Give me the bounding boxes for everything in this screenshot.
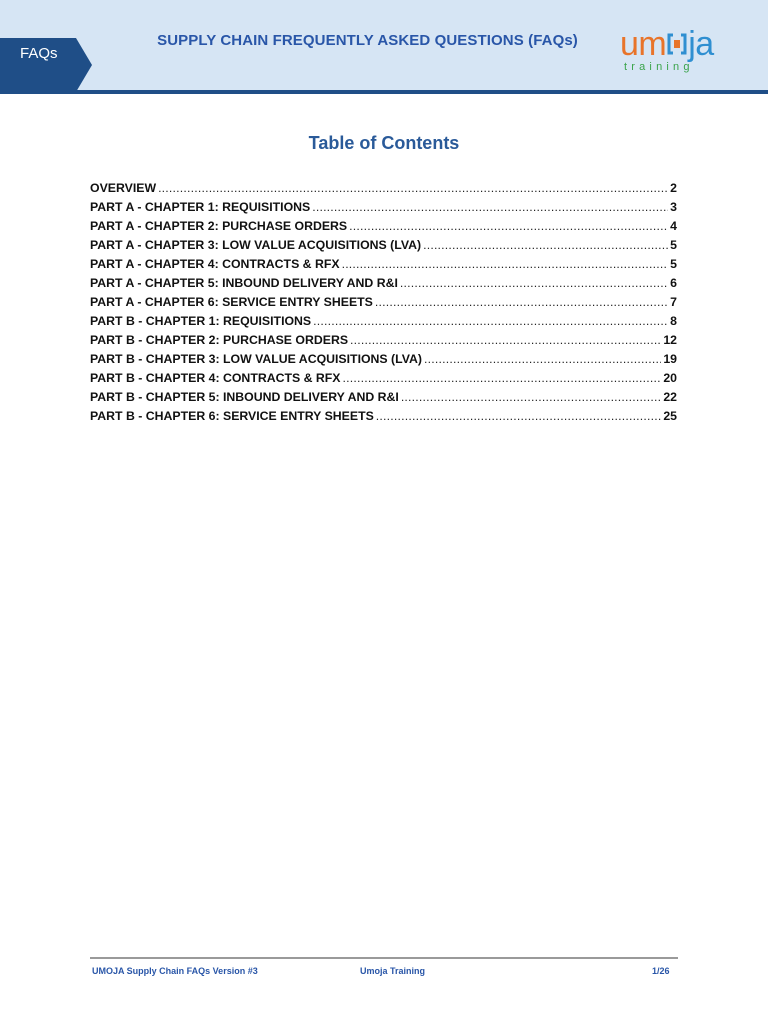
toc-entry-label: PART B - CHAPTER 5: INBOUND DELIVERY AND R&I xyxy=(90,390,399,404)
toc-entry-label: PART A - CHAPTER 1: REQUISITIONS xyxy=(90,200,311,214)
logo-word-right: ja xyxy=(688,25,714,63)
toc-entry[interactable] xyxy=(90,219,677,238)
logo-subtitle: training xyxy=(624,61,694,73)
toc-entry-page: 8 xyxy=(670,314,677,328)
toc-dot-leader xyxy=(401,390,662,404)
toc-entry-label: PART B - CHAPTER 2: PURCHASE ORDERS xyxy=(90,333,349,347)
toc-entry-page: 5 xyxy=(670,257,677,271)
toc-entry-label: OVERVIEW xyxy=(90,181,157,195)
toc-entry-page: 25 xyxy=(663,409,677,423)
toc-entry[interactable] xyxy=(90,409,677,428)
toc-entry[interactable] xyxy=(90,352,677,371)
toc-entry-page: 20 xyxy=(663,371,677,385)
toc-dot-leader xyxy=(313,314,668,328)
toc-entry-page: 22 xyxy=(663,390,677,404)
table-of-contents xyxy=(90,181,677,428)
toc-dot-leader xyxy=(400,276,668,290)
umoja-training-logo xyxy=(620,24,740,76)
toc-dot-leader xyxy=(158,181,668,195)
toc-entry-page: 12 xyxy=(663,333,677,347)
toc-entry-page: 7 xyxy=(670,295,677,309)
toc-entry[interactable] xyxy=(90,181,677,200)
toc-entry-label: PART A - CHAPTER 3: LOW VALUE ACQUISITIONS (LVA) xyxy=(90,238,422,252)
toc-entry-label: PART A - CHAPTER 2: PURCHASE ORDERS xyxy=(90,219,348,233)
toc-dot-leader xyxy=(423,238,668,252)
toc-dot-leader xyxy=(349,219,668,233)
toc-entry-label: PART B - CHAPTER 6: SERVICE ENTRY SHEETS xyxy=(90,409,374,423)
toc-entry-label: PART B - CHAPTER 4: CONTRACTS & RFX xyxy=(90,371,341,385)
toc-entry-page: 4 xyxy=(670,219,677,233)
toc-entry[interactable] xyxy=(90,333,677,352)
toc-dot-leader xyxy=(350,333,661,347)
toc-entry-page: 2 xyxy=(670,181,677,195)
footer-document-name: UMOJA Supply Chain FAQs Version #3 xyxy=(92,966,258,976)
toc-entry[interactable] xyxy=(90,390,677,409)
toc-entry-label: PART B - CHAPTER 1: REQUISITIONS xyxy=(90,314,312,328)
toc-dot-leader xyxy=(342,257,669,271)
footer-center-text: Umoja Training xyxy=(360,966,426,976)
toc-entry-label: PART B - CHAPTER 3: LOW VALUE ACQUISITIONS (LVA) xyxy=(90,352,423,366)
toc-entry[interactable] xyxy=(90,276,677,295)
toc-entry-page: 19 xyxy=(663,352,677,366)
page-header-title: SUPPLY CHAIN FREQUENTLY ASKED QUESTIONS (FAQs) xyxy=(157,32,578,49)
toc-entry-page: 3 xyxy=(670,200,677,214)
footer-rule xyxy=(90,957,678,959)
toc-entry[interactable] xyxy=(90,238,677,257)
toc-dot-leader xyxy=(375,295,668,309)
toc-entry-label: PART A - CHAPTER 4: CONTRACTS & RFX xyxy=(90,257,340,271)
toc-title: Table of Contents xyxy=(308,133,460,153)
header-rule xyxy=(0,90,768,94)
toc-entry[interactable] xyxy=(90,257,677,276)
toc-entry-page: 5 xyxy=(670,238,677,252)
toc-dot-leader xyxy=(424,352,661,366)
toc-entry-page: 6 xyxy=(670,276,677,290)
toc-entry-label: PART A - CHAPTER 5: INBOUND DELIVERY AND R&I xyxy=(90,276,398,290)
faqs-tab-label: FAQs xyxy=(20,45,58,62)
toc-dot-leader xyxy=(376,409,662,423)
logo-word-left: um xyxy=(620,25,667,63)
toc-entry[interactable] xyxy=(90,314,677,333)
toc-entry[interactable] xyxy=(90,295,677,314)
toc-dot-leader xyxy=(343,371,662,385)
toc-dot-leader xyxy=(312,200,668,214)
toc-entry-label: PART A - CHAPTER 6: SERVICE ENTRY SHEETS xyxy=(90,295,373,309)
logo-bracket-icon xyxy=(667,26,687,54)
toc-entry[interactable] xyxy=(90,371,677,390)
toc-entry[interactable] xyxy=(90,200,677,219)
footer-page-number: 1/26 xyxy=(652,966,670,976)
